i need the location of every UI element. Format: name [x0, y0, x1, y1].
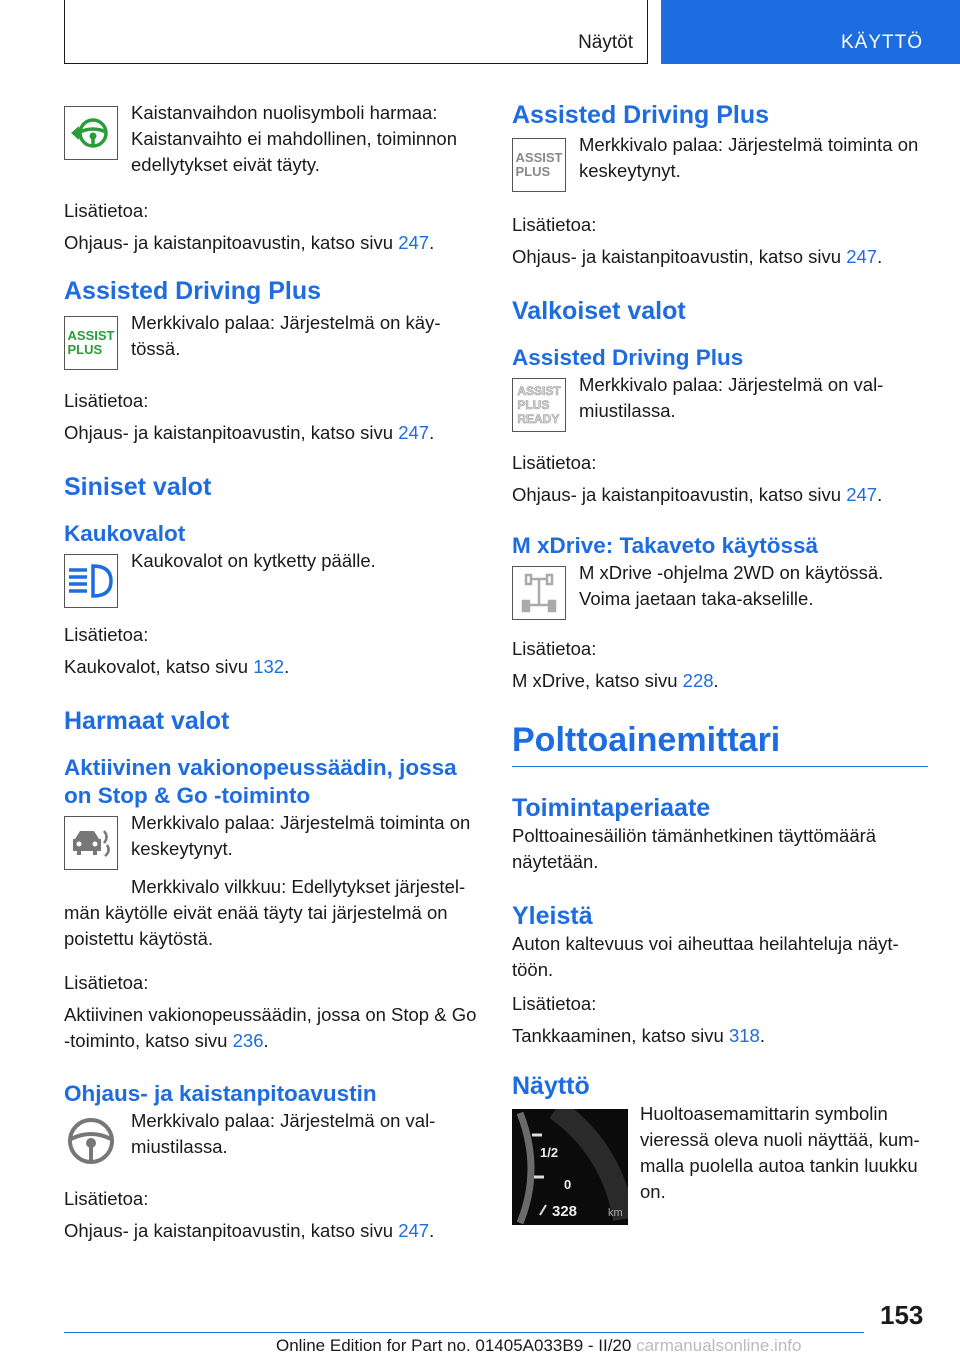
- reference: Ohjaus- ja kaistanpitoavustin, katso sivu 247.: [64, 1220, 435, 1241]
- high-beam-icon: [64, 554, 118, 608]
- steering-assist-text: Merkkivalo palaa: Järjestelmä on val-miustilassa.: [131, 1110, 436, 1157]
- info-label: Lisätietoa:: [512, 214, 597, 235]
- adp-active-entry: [64, 310, 480, 370]
- section-heading: Siniset valot: [64, 473, 212, 501]
- info-label: Lisätietoa:: [512, 452, 597, 473]
- section-heading: Näyttö: [512, 1072, 590, 1100]
- lane-change-steering-icon: [64, 106, 118, 160]
- footer: [276, 1336, 801, 1356]
- adp-interrupted-entry: [512, 132, 928, 192]
- info-label: Lisätietoa:: [64, 200, 149, 221]
- display-text: Huoltoasemamittarin symbolin vieressä oleva nuoli näyttää, kum-malla puolella autoa tankin luukku on.: [640, 1103, 920, 1202]
- display-entry: [512, 1101, 928, 1225]
- chapter-heading: Polttoainemittari: [512, 720, 928, 767]
- page-link[interactable]: 247: [398, 232, 430, 253]
- gauge-half-label: 1/2: [540, 1145, 559, 1160]
- page-link[interactable]: 247: [398, 422, 430, 443]
- rear-wheel-drive-icon: [512, 566, 566, 620]
- adp-interrupted-text: Merkkivalo palaa: Järjestelmä toiminta on keskeytynyt.: [579, 134, 919, 181]
- gauge-range-unit: km: [608, 1207, 623, 1219]
- reference: M xDrive, katso sivu 228.: [512, 670, 719, 691]
- lane-change-entry: [64, 100, 480, 178]
- reference: Ohjaus- ja kaistanpitoavustin, katso sivu 247.: [512, 246, 883, 267]
- section-heading: Yleistä: [512, 902, 593, 930]
- footer-divider: [64, 1332, 864, 1333]
- acc-text-2: Merkkivalo vilkkuu: Edellytykset järjestel-män käytölle eivät enää täyty tai järjestelmä on poistettu käytöstä.: [64, 876, 466, 949]
- header-chapter-tab: [661, 0, 960, 64]
- watermark: carmanualsonline.info: [636, 1336, 802, 1355]
- acc-entry: [64, 810, 480, 870]
- page-link[interactable]: 247: [846, 484, 878, 505]
- info-label: Lisätietoa:: [64, 1188, 149, 1209]
- header-section: Näytöt: [578, 32, 633, 53]
- reference: Ohjaus- ja kaistanpitoavustin, katso sivu 247.: [64, 232, 435, 253]
- general-text: Auton kaltevuus voi aiheuttaa heilahteluja näyt-töön.: [512, 933, 899, 980]
- section-heading: Assisted Driving Plus: [512, 101, 770, 129]
- section-heading: Valkoiset valot: [512, 297, 686, 325]
- principle-text: Polttoainesäiliön tämänhetkinen täyttömäärä näytetään.: [512, 825, 877, 872]
- reference: Aktiivinen vakionopeussäädin, jossa on Stop & Go -toiminto, katso sivu 236.: [64, 1004, 477, 1051]
- adp-ready-entry: [512, 372, 928, 432]
- subsection-heading: Assisted Driving Plus: [512, 345, 744, 370]
- page-link[interactable]: 132: [253, 656, 285, 677]
- info-label: Lisätietoa:: [64, 972, 149, 993]
- xdrive-text: M xDrive -ohjelma 2WD on käytössä. Voima jaetaan taka-akselille.: [579, 562, 884, 609]
- adp-ready-text: Merkkivalo palaa: Järjestelmä on val-miustilassa.: [579, 374, 884, 421]
- subsection-heading: Aktiivinen vakionopeussäädin, jossa on Stop & Go -toiminto: [64, 755, 457, 808]
- page-link[interactable]: 247: [846, 246, 878, 267]
- assist-plus-green-icon: ASSIST PLUS: [64, 316, 118, 370]
- cruise-control-car-icon: [64, 816, 118, 870]
- assist-plus-grey-icon: ASSIST PLUS: [512, 138, 566, 192]
- header-chapter: KÄYTTÖ: [841, 32, 924, 53]
- acc-text-1: Merkkivalo palaa: Järjestelmä toiminta on keskeytynyt.: [131, 812, 471, 859]
- reference: Kaukovalot, katso sivu 132.: [64, 656, 290, 677]
- subsection-heading: Kaukovalot: [64, 521, 186, 546]
- info-label: Lisätietoa:: [64, 390, 149, 411]
- reference: Tankkaaminen, katso sivu 318.: [512, 1025, 765, 1046]
- steering-wheel-icon: [64, 1114, 118, 1168]
- gauge-zero-label: 0: [564, 1177, 572, 1192]
- subsection-heading: Ohjaus- ja kaistanpitoavustin: [64, 1081, 377, 1106]
- reference: Ohjaus- ja kaistanpitoavustin, katso sivu 247.: [512, 484, 883, 505]
- right-column: [512, 100, 928, 1225]
- xdrive-entry: [512, 560, 928, 620]
- info-label: Lisätietoa:: [64, 624, 149, 645]
- section-heading: Toimintaperiaate: [512, 794, 711, 822]
- header-section-box: [64, 0, 648, 64]
- page-link[interactable]: 236: [232, 1030, 264, 1051]
- lane-change-text: Kaistanvaihdon nuolisymboli harmaa: Kaistanvaihto ei mahdollinen, toiminnon edellytykset eivät täyty.: [131, 102, 458, 175]
- page-number: 153: [880, 1300, 924, 1330]
- page-link[interactable]: 228: [682, 670, 714, 691]
- section-heading: Assisted Driving Plus: [64, 277, 322, 305]
- page-link[interactable]: 318: [728, 1025, 760, 1046]
- left-column: [64, 100, 480, 1244]
- gauge-range-value: 328: [552, 1203, 578, 1220]
- high-beam-text: Kaukovalot on kytketty päälle.: [131, 550, 376, 571]
- info-label: Lisätietoa:: [512, 993, 597, 1014]
- adp-active-text: Merkkivalo palaa: Järjestelmä on käy-tössä.: [131, 312, 441, 359]
- info-label: Lisätietoa:: [512, 638, 597, 659]
- fuel-gauge-image: [512, 1109, 628, 1225]
- high-beam-entry: [64, 548, 480, 608]
- edition-text: Online Edition for Part no. 01405A033B9 - II/20: [276, 1336, 632, 1355]
- assist-plus-ready-icon: ASSIST PLUS READY: [512, 378, 566, 432]
- reference: Ohjaus- ja kaistanpitoavustin, katso sivu 247.: [64, 422, 435, 443]
- subsection-heading: M xDrive: Takaveto käytössä: [512, 533, 818, 558]
- steering-assist-entry: [64, 1108, 480, 1168]
- section-heading: Harmaat valot: [64, 707, 230, 735]
- page-link[interactable]: 247: [398, 1220, 430, 1241]
